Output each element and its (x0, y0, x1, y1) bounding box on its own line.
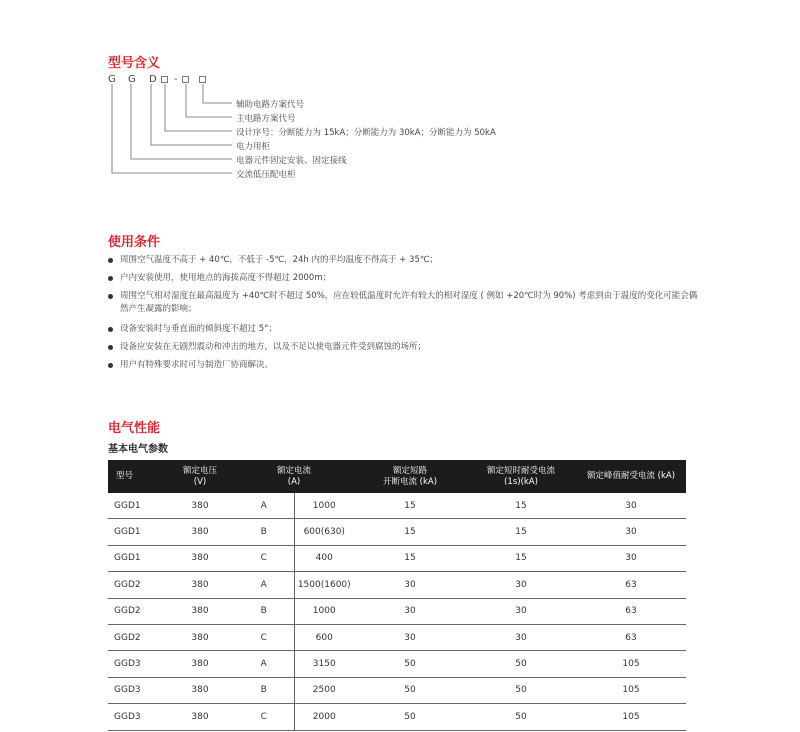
desc-aux-circuit: 辅助电路方案代号 (236, 100, 305, 110)
bullet-icon (108, 345, 113, 350)
header-voltage: 额定电压 (V) (166, 460, 234, 493)
cell-model: GGD3 (108, 704, 166, 730)
desc-fixed-install: 电器元件固定安装、固定接线 (236, 156, 347, 166)
table-row (108, 624, 686, 650)
cell-voltage: 380 (166, 677, 234, 703)
cell-peak-current: 30 (576, 519, 686, 545)
cell-model: GGD1 (108, 545, 166, 571)
cell-current-value: 1000 (294, 598, 354, 624)
cell-short-time-current: 50 (466, 651, 576, 677)
cell-breaking-current: 15 (354, 493, 466, 519)
code-letter-d: D (149, 74, 157, 85)
cell-short-time-current: 50 (466, 704, 576, 730)
cell-peak-current: 105 (576, 677, 686, 703)
cell-voltage: 380 (166, 572, 234, 598)
cell-current-value: 600 (294, 624, 354, 650)
cell-current-value: 1500(1600) (294, 572, 354, 598)
table-row (108, 598, 686, 624)
cell-peak-current: 63 (576, 624, 686, 650)
cell-short-time-current: 30 (466, 624, 576, 650)
cell-breaking-current: 50 (354, 704, 466, 730)
cell-voltage: 380 (166, 651, 234, 677)
cell-current-scheme: B (234, 598, 294, 624)
table-row (108, 704, 686, 730)
bullet-icon (108, 294, 113, 299)
cell-model: GGD3 (108, 651, 166, 677)
table-header-row (108, 460, 686, 493)
section-title-conditions: 使用条件 (108, 235, 161, 250)
section-title-model-meaning: 型号含义 (108, 56, 161, 71)
cell-model: GGD2 (108, 598, 166, 624)
cell-current-value: 400 (294, 545, 354, 571)
cell-breaking-current: 15 (354, 519, 466, 545)
table-row (108, 519, 686, 545)
header-peak-current: 额定峰值耐受电流 (kA) (576, 460, 686, 493)
cell-breaking-current: 30 (354, 598, 466, 624)
cell-peak-current: 30 (576, 545, 686, 571)
table-row (108, 677, 686, 703)
cell-voltage: 380 (166, 545, 234, 571)
cell-current-scheme: A (234, 572, 294, 598)
cell-short-time-current: 50 (466, 677, 576, 703)
desc-main-circuit: 主电路方案代号 (236, 114, 296, 124)
bullet-icon (108, 258, 113, 263)
code-dash: - (174, 74, 178, 85)
cell-current-value: 2500 (294, 677, 354, 703)
condition-item: 周围空气相对湿度在最高温度为 +40℃时不超过 50%，应在较低温度时允许有较大的相对湿度 ( 例如 +20℃时为 90%) 考虑到由于温度的变化可能会偶然产生凝露的影响； (108, 290, 698, 316)
electrical-params-table (108, 460, 686, 731)
header-breaking-current: 额定短路 开断电流 (kA) (354, 460, 466, 493)
condition-item: 设备应安装在无剧烈震动和冲击的地方，以及不足以使电器元件受到腐蚀的场所； (108, 341, 708, 354)
cell-current-scheme: A (234, 651, 294, 677)
bullet-icon (108, 327, 113, 332)
cell-short-time-current: 15 (466, 493, 576, 519)
cell-short-time-current: 15 (466, 519, 576, 545)
table-row (108, 572, 686, 598)
condition-item: 用户有特殊要求时可与制造厂协商解决。 (108, 359, 708, 372)
cell-short-time-current: 15 (466, 545, 576, 571)
cell-current-scheme: C (234, 545, 294, 571)
cell-model: GGD2 (108, 572, 166, 598)
code-connector-lines (0, 0, 800, 200)
header-model: 型号 (108, 460, 166, 493)
desc-design-no: 设计序号：分断能力为 15kA；分断能力为 30kA；分断能力为 50kA (236, 128, 496, 138)
cell-breaking-current: 30 (354, 624, 466, 650)
section-title-electrical: 电气性能 (108, 421, 161, 436)
cell-peak-current: 30 (576, 493, 686, 519)
bullet-icon (108, 363, 113, 368)
cell-voltage: 380 (166, 598, 234, 624)
header-short-time-current: 额定短时耐受电流 (1s)(kA) (466, 460, 576, 493)
cell-breaking-current: 15 (354, 545, 466, 571)
cell-voltage: 380 (166, 624, 234, 650)
cell-current-scheme: C (234, 704, 294, 730)
condition-item: 设备安装时与垂直面的倾斜度不超过 5°； (108, 323, 708, 336)
cell-current-scheme: A (234, 493, 294, 519)
code-letter-g1: G (108, 74, 116, 85)
cell-breaking-current: 50 (354, 677, 466, 703)
cell-model: GGD1 (108, 493, 166, 519)
desc-ac-lv-cabinet: 交流低压配电柜 (236, 170, 296, 180)
cell-peak-current: 105 (576, 651, 686, 677)
cell-peak-current: 63 (576, 598, 686, 624)
cell-current-scheme: C (234, 624, 294, 650)
cell-voltage: 380 (166, 493, 234, 519)
cell-short-time-current: 30 (466, 572, 576, 598)
table-row (108, 651, 686, 677)
desc-power-cabinet: 电力用柜 (236, 142, 271, 152)
condition-item: 周围空气温度不高于 + 40℃，不低于 -5℃，24h 内的平均温度不得高于 + 35℃； (108, 254, 708, 267)
cell-model: GGD1 (108, 519, 166, 545)
bullet-icon (108, 276, 113, 281)
cell-short-time-current: 30 (466, 598, 576, 624)
cell-model: GGD3 (108, 677, 166, 703)
condition-item: 户内安装使用，使用地点的海拔高度不得超过 2000m； (108, 272, 708, 285)
cell-current-value: 3150 (294, 651, 354, 677)
cell-model: GGD2 (108, 624, 166, 650)
cell-current-scheme: B (234, 519, 294, 545)
cell-current-value: 2000 (294, 704, 354, 730)
cell-peak-current: 63 (576, 572, 686, 598)
cell-current-value: 1000 (294, 493, 354, 519)
cell-current-scheme: B (234, 677, 294, 703)
header-current: 额定电流 (A) (234, 460, 354, 493)
cell-breaking-current: 30 (354, 572, 466, 598)
code-letter-g2: G (128, 74, 136, 85)
cell-breaking-current: 50 (354, 651, 466, 677)
table-row (108, 545, 686, 571)
table-row (108, 493, 686, 519)
cell-voltage: 380 (166, 519, 234, 545)
cell-current-value: 600(630) (294, 519, 354, 545)
cell-peak-current: 105 (576, 704, 686, 730)
table-subtitle: 基本电气参数 (108, 444, 168, 455)
cell-voltage: 380 (166, 704, 234, 730)
